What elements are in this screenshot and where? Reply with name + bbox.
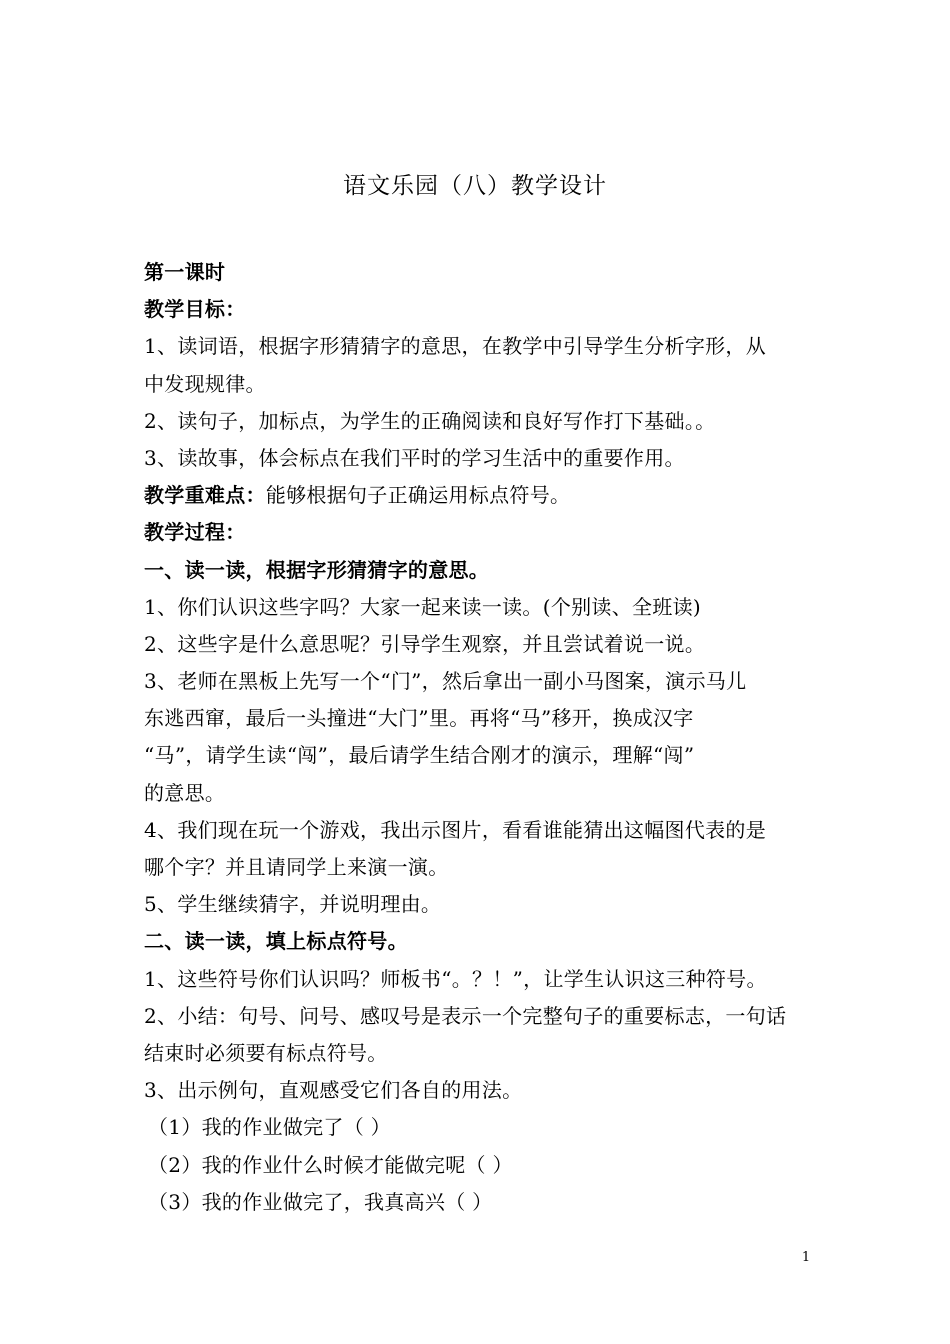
example-sentence: （1）我的作业做完了（ ） xyxy=(148,1115,391,1140)
section1-line: 东逃西窜，最后一头撞进“大门”里。再将“马”移开，换成汉字 xyxy=(144,706,694,731)
section1-heading: 一、读一读，根据字形猜猜字的意思。 xyxy=(144,557,490,582)
goal-line: 2、读句子，加标点，为学生的正确阅读和良好写作打下基础。。 xyxy=(144,408,716,433)
section1-line: 3、老师在黑板上先写一个“门”，然后拿出一副小马图案，演示马儿 xyxy=(144,669,747,694)
section1-line: 4、我们现在玩一个游戏，我出示图片，看看谁能猜出这幅图代表的是 xyxy=(144,817,767,842)
section1-line: 的意思。 xyxy=(144,780,226,805)
section2-heading: 二、读一读，填上标点符号。 xyxy=(144,929,408,954)
section1-line: 哪个字？并且请同学上来演一演。 xyxy=(144,855,449,879)
key-points-text: 能够根据句子正确运用标点符号。 xyxy=(265,483,571,508)
goal-line: 中发现规律。 xyxy=(144,371,266,396)
key-points-line xyxy=(144,477,814,514)
process-heading: 教学过程： xyxy=(144,520,246,545)
section2-line: 结束时必须要有标点符号。 xyxy=(144,1040,388,1065)
section2-line: 2、小结：句号、问号、感叹号是表示一个完整句子的重要标志，一句话 xyxy=(144,1003,787,1028)
example-sentence: （2）我的作业什么时候才能做完呢（ ） xyxy=(148,1152,513,1177)
key-points-label: 教学重难点： xyxy=(144,483,266,508)
document-title: 语文乐园（八）教学设计 xyxy=(343,173,607,199)
example-sentence: （3）我的作业做完了，我真高兴（ ） xyxy=(148,1189,493,1214)
document-body xyxy=(144,254,814,1221)
goal-line: 3、读故事，体会标点在我们平时的学习生活中的重要作用。 xyxy=(144,445,685,470)
section1-line: 5、学生继续猜字，并说明理由。 xyxy=(144,892,442,917)
section1-line: 2、这些字是什么意思呢？引导学生观察，并且尝试着说一说。 xyxy=(144,631,706,656)
lesson-heading: 第一课时 xyxy=(144,260,226,284)
section1-line: 1、你们认识这些字吗？大家一起来读一读。(个别读、全班读) xyxy=(144,594,702,619)
section2-line: 3、出示例句，直观感受它们各自的用法。 xyxy=(144,1078,523,1103)
section1-line: “马”，请学生读“闯”，最后请学生结合刚才的演示，理解“闯” xyxy=(144,743,695,768)
goals-heading: 教学目标： xyxy=(144,297,246,322)
goal-line: 1、读词语，根据字形猜猜字的意思，在教学中引导学生分析字形，从 xyxy=(144,334,767,359)
page-number: 1 xyxy=(801,1250,811,1265)
section2-line: 1、这些符号你们认识吗？师板书“。？！”，让学生认识这三种符号。 xyxy=(144,966,767,991)
